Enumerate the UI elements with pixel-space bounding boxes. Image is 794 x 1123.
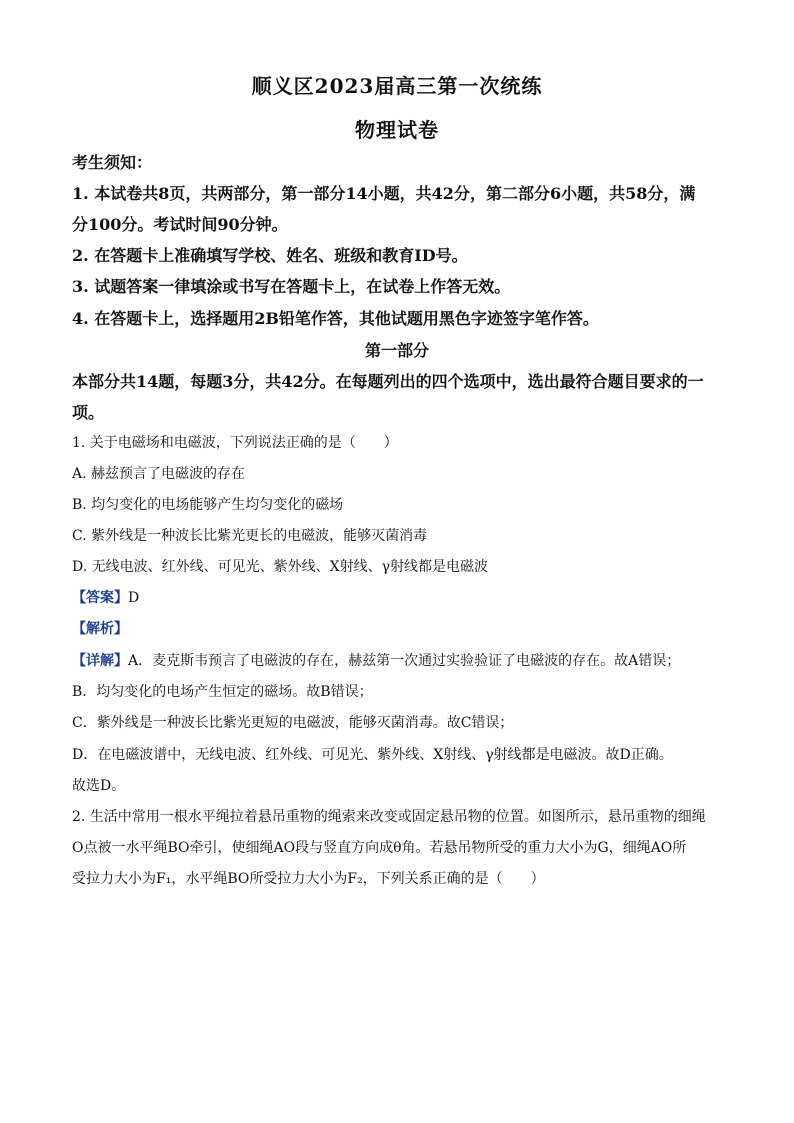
notice-item-2: 2. 在答题卡上准确填写学校、姓名、班级和教育ID号。 [72,246,468,265]
exam-title: 顺义区2023届高三第一次统练 [251,74,543,98]
q1-option-a: A. 赫兹预言了电磁波的存在 [72,466,246,482]
answer-tag: 【答案】 [72,590,128,606]
detail-tag: 【详解】 [72,653,128,669]
q1-detail-1 [72,650,732,670]
q1-detail-3: C．紫外线是一种波长比紫光更短的电磁波，能够灭菌消毒。故C错误； [72,715,514,731]
notice-item-1-cont: 分100分。考试时间90分钟。 [72,215,288,234]
q1-option-d: D. 无线电波、红外线、可见光、紫外线、X射线、γ射线都是电磁波 [72,559,488,575]
exam-subtitle: 物理试卷 [355,118,439,142]
q1-option-c: C. 紫外线是一种波长比紫光更长的电磁波，能够灭菌消毒 [72,528,428,544]
part1-heading: 第一部分 [364,341,429,360]
q2-line-2: O点被一水平绳BO牵引，使细绳AO段与竖直方向成θ角。若悬吊物所受的重力大小为G，细绳AO所 [72,840,687,856]
q1-stem: 1. 关于电磁场和电磁波，下列说法正确的是（ ） [72,435,398,451]
notice-heading: 考生须知： [72,153,153,172]
part1-instructions-1: 本部分共14题，每题3分，共42分。在每题列出的四个选项中，选出最符合题目要求的一 [72,372,704,391]
q1-analysis [72,618,732,638]
notice-item-3: 3. 试题答案一律填涂或书写在答题卡上，在试卷上作答无效。 [72,277,511,296]
notice-item-1: 1. 本试卷共8页，共两部分，第一部分14小题，共42分，第二部分6小题，共58分，满 [72,184,696,203]
q1-detail-2: B．均匀变化的电场产生恒定的磁场。故B错误； [72,684,373,700]
detail-text: A．麦克斯韦预言了电磁波的存在，赫兹第一次通过实验验证了电磁波的存在。故A错误； [128,653,681,669]
notice-item-4: 4. 在答题卡上，选择题用2B铅笔作答，其他试题用黑色字迹签字笔作答。 [72,309,599,328]
analysis-tag: 【解析】 [72,621,128,637]
q2-line-3: 受拉力大小为F₁，水平绳BO所受拉力大小为F₂，下列关系正确的是（ ） [72,871,545,887]
part1-instructions-2: 项。 [72,403,105,422]
q1-detail-4: D．在电磁波谱中，无线电波、红外线、可见光、紫外线、X射线、γ射线都是电磁波。故D正确。 [72,747,673,763]
q2-line-1: 2. 生活中常用一根水平绳拉着悬吊重物的绳索来改变或固定悬吊物的位置。如图所示，悬吊重物的细绳 [72,809,706,825]
q1-conclusion: 故选D。 [72,778,126,794]
q1-option-b: B. 均匀变化的电场能够产生均匀变化的磁场 [72,497,344,513]
q1-answer [72,587,732,607]
answer-value: D [128,590,140,606]
